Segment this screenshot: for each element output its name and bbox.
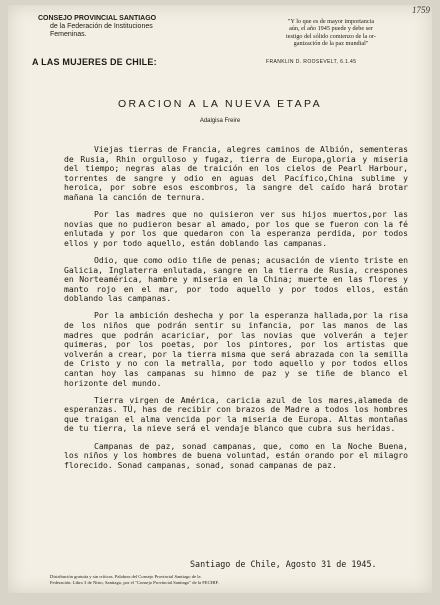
org-name-line: CONSEJO PROVINCIAL SANTIAGO: [38, 15, 157, 22]
quote-line: ganización de la paz mundial": [293, 40, 369, 48]
body-paragraph: Tierra virgen de América, caricia azul de los mares,alameda de esperanzas. TÚ, has de recibir con brazos de Madre a todos los hombres que traigan el alma vencida por la miseria de Europa. Altas montañas de tu tierra, la nieve será el vendaje blanco que cubra sus heridas.: [64, 394, 408, 434]
epigraph-quote: [236, 18, 426, 48]
body-paragraph: Por la ambición deshecha y por la esperanza hallada,por la risa de los niños que podrán sentir su infancia, por las manos de las madres que podrán acariciar, por las novias que volverán a tejer quimeras, por los poetas, por los pintores, por los artistas que volverán a crear, por la tierra misma que será abrazada con la semilla de Cristo y no con la metralla, por todo aquello y por todos ellos cantan hoy las campanas su himno de paz y se tiñe de blanco el horizonte del mundo.: [64, 310, 408, 388]
footer-line: Distribución gratuita y sin críticas. Palabras del Consejo Provincial Santiago de la: [50, 574, 201, 579]
body-paragraph: Campanas de paz, sonad campanas, que, como en la Noche Buena, los niños y los hombres de buena voluntad, están orando por el milagro florecido. Sonad campanas, sonad, sonad campanas de paz.: [64, 440, 408, 470]
quote-author: FRANKLIN D. ROOSEVELT, 6.1.45: [266, 59, 357, 65]
quote-line: aún, el año 1945 puede y debe ser: [289, 25, 373, 33]
document-page: [8, 5, 432, 593]
document-body: [64, 145, 408, 470]
quote-line: testigo del sólido comienzo de la or-: [286, 32, 376, 40]
page-number: 1759: [412, 5, 430, 15]
org-name-line: de la Federación de Instituciones: [50, 23, 153, 30]
body-paragraph: Por las madres que no quisieron ver sus hijos muertos,por las novias que no pudieron besar al amado, por los que se fueron con la fé enlutada y por los que quedaron con la esperanza perdida, por todos ellos y por todo aquello, están doblando las campanas.: [64, 209, 408, 248]
footer-line: Federación. Libro 3 de Nitro, Santiago, por el "Consejo Provincial Santiago" de la FECHIF.: [50, 580, 219, 585]
dateline: Santiago de Chile, Agosto 31 de 1945.: [190, 559, 377, 569]
footer-note: [50, 574, 426, 586]
organization-header: [38, 15, 188, 39]
document-author: Adalgisa Freire: [199, 118, 241, 124]
org-name-line: Femeninas.: [50, 31, 87, 38]
quote-line: "Y lo que es de mayor importancia: [287, 18, 375, 25]
salutation: A LAS MUJERES DE CHILE:: [32, 57, 157, 67]
document-title: ORACION A LA NUEVA ETAPA: [117, 98, 323, 110]
body-paragraph: Odio, que como odio tiñe de penas; acusación de viento triste en Galicia, Inglaterra enlutada, sangre en la tierra de Rusia, crespones en Norteamérica, hambre y miseria en la China; muerte en las flores y manto rojo en el mar, por todo aquello y por todos ellos, están doblando las campanas.: [64, 254, 408, 304]
body-paragraph: Viejas tierras de Francia, alegres caminos de Albión, sementeras de Rusia, Rhin orgulloso y fugaz, tierra de Europa,gloria y miseria del tiempo; negras alas de traición en los cielos de Pearl Harbour, torrentes de sangre y odio en aguas del Pacífico,China sublime y heroica, por sobre esos escombros, la sangre del caído hará brotar mañana la canción de ternura.: [64, 144, 408, 202]
